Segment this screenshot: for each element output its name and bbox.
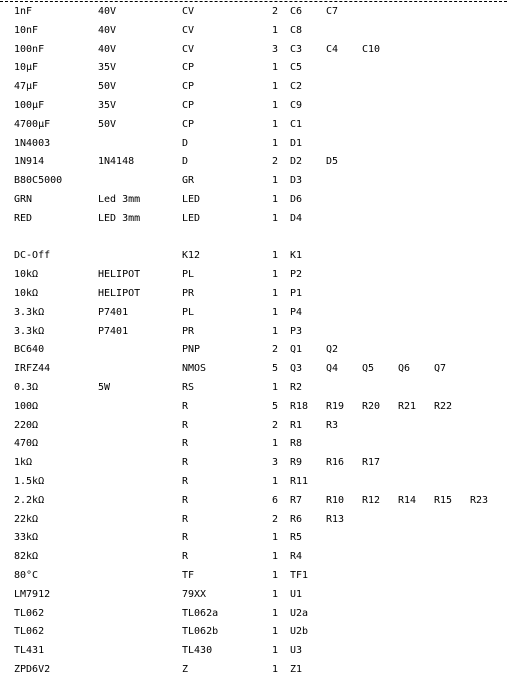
part-type: CP (182, 100, 195, 111)
part-description: Led 3mm (98, 194, 141, 205)
part-value: 22kΩ (14, 513, 39, 525)
part-type: CP (182, 62, 195, 74)
reference-designator: Q2 (326, 344, 339, 356)
part-value: 1N914 (14, 156, 45, 168)
part-quantity: 1 (271, 24, 278, 36)
reference-designator: D6 (290, 194, 303, 205)
part-row (0, 362, 507, 376)
reference-designator: P2 (290, 269, 303, 281)
reference-designator: R3 (326, 419, 339, 431)
part-type: R (182, 419, 189, 431)
reference-designator: R7 (290, 494, 303, 506)
part-description: LED 3mm (98, 212, 141, 224)
part-value: TL062 (14, 607, 45, 619)
part-quantity: 5 (271, 400, 278, 412)
part-quantity: 1 (271, 269, 278, 281)
part-type: RS (182, 382, 195, 393)
part-description: 35V (98, 62, 117, 74)
part-row (0, 437, 507, 451)
part-type: PR (182, 288, 195, 299)
reference-designator: R12 (362, 494, 381, 506)
part-row (0, 644, 507, 658)
part-row (0, 99, 507, 113)
part-value: 1N4003 (14, 137, 51, 149)
reference-designator: U1 (290, 588, 303, 600)
part-type: R (182, 532, 189, 544)
part-quantity: 1 (271, 306, 278, 318)
reference-designator: U2a (290, 607, 309, 619)
part-value: 10kΩ (14, 288, 39, 299)
part-quantity: 2 (271, 419, 278, 431)
part-type: TL430 (182, 645, 213, 657)
part-type: R (182, 457, 189, 469)
part-quantity: 1 (271, 81, 278, 93)
part-quantity: 1 (271, 118, 278, 130)
reference-designator: R16 (326, 457, 345, 469)
part-type: NMOS (182, 363, 207, 375)
reference-designator: Q6 (398, 363, 411, 375)
part-quantity: 1 (271, 62, 278, 74)
reference-designator: Q3 (290, 363, 303, 375)
part-row (0, 5, 507, 19)
part-type: GR (182, 175, 195, 187)
reference-designator: R22 (434, 400, 453, 412)
part-type: LED (182, 212, 201, 224)
part-row (0, 531, 507, 545)
reference-designator: C7 (326, 6, 339, 17)
part-quantity: 1 (271, 476, 278, 487)
part-quantity: 1 (271, 175, 278, 187)
part-row (0, 249, 507, 263)
reference-designator: D5 (326, 156, 339, 168)
part-description: P7401 (98, 306, 129, 318)
part-value: 10nF (14, 24, 39, 36)
part-value: 80°C (14, 570, 39, 581)
part-value: 10kΩ (14, 269, 39, 281)
part-quantity: 1 (271, 250, 278, 262)
reference-designator: D2 (290, 156, 303, 168)
part-row (0, 80, 507, 94)
part-description: 50V (98, 81, 117, 93)
part-type: TL062a (182, 607, 219, 619)
part-quantity: 1 (271, 645, 278, 657)
part-description: 40V (98, 24, 117, 36)
part-quantity: 1 (271, 288, 278, 299)
part-quantity: 1 (271, 325, 278, 337)
reference-designator: C2 (290, 81, 303, 93)
part-value: 4700µF (14, 118, 51, 130)
part-quantity: 1 (271, 626, 278, 638)
part-value: B80C5000 (14, 175, 63, 187)
part-row (0, 513, 507, 527)
part-type: PNP (182, 344, 201, 356)
part-quantity: 3 (271, 43, 278, 55)
part-type: TF (182, 570, 195, 581)
blank-row (0, 231, 507, 245)
part-type: CV (182, 6, 195, 17)
part-quantity: 1 (271, 551, 278, 563)
part-row (0, 663, 507, 677)
part-type: K12 (182, 250, 201, 262)
part-row (0, 43, 507, 57)
reference-designator: P1 (290, 288, 303, 299)
part-row (0, 625, 507, 639)
part-type: Z (182, 664, 189, 675)
part-row (0, 607, 507, 621)
part-quantity: 3 (271, 457, 278, 469)
reference-designator: R19 (326, 400, 345, 412)
part-description: 5W (98, 382, 111, 393)
reference-designator: R20 (362, 400, 381, 412)
part-row (0, 588, 507, 602)
part-row (0, 137, 507, 151)
part-value: 100µF (14, 100, 45, 111)
part-value: 33kΩ (14, 532, 39, 544)
part-value: 100Ω (14, 400, 39, 412)
reference-designator: D1 (290, 137, 303, 149)
dashed-separator (0, 1, 507, 2)
part-quantity: 1 (271, 100, 278, 111)
reference-designator: R9 (290, 457, 303, 469)
reference-designator: C3 (290, 43, 303, 55)
reference-designator: R21 (398, 400, 417, 412)
part-row (0, 419, 507, 433)
part-value: ZPD6V2 (14, 664, 51, 675)
reference-designator: Q4 (326, 363, 339, 375)
part-type: PR (182, 325, 195, 337)
part-value: 1.5kΩ (14, 476, 45, 487)
part-quantity: 1 (271, 607, 278, 619)
part-description: HELIPOT (98, 269, 141, 281)
part-quantity: 2 (271, 513, 278, 525)
part-quantity: 1 (271, 532, 278, 544)
reference-designator: Z1 (290, 664, 303, 675)
part-type: R (182, 494, 189, 506)
part-value: LM7912 (14, 588, 51, 600)
part-value: 470Ω (14, 438, 39, 450)
reference-designator: R6 (290, 513, 303, 525)
part-value: 10µF (14, 62, 39, 74)
part-quantity: 6 (271, 494, 278, 506)
reference-designator: R23 (470, 494, 489, 506)
reference-designator: R4 (290, 551, 303, 563)
part-type: CV (182, 24, 195, 36)
reference-designator: Q1 (290, 344, 303, 356)
reference-designator: R11 (290, 476, 309, 487)
part-quantity: 5 (271, 363, 278, 375)
part-type: D (182, 137, 189, 149)
part-value: 0.3Ω (14, 382, 39, 393)
part-row (0, 325, 507, 339)
part-row (0, 268, 507, 282)
part-quantity: 1 (271, 570, 278, 581)
part-row (0, 456, 507, 470)
part-quantity: 2 (271, 344, 278, 356)
part-value: 100nF (14, 43, 45, 55)
part-type: CV (182, 43, 195, 55)
reference-designator: K1 (290, 250, 303, 262)
reference-designator: Q7 (434, 363, 447, 375)
part-quantity: 2 (271, 156, 278, 168)
part-quantity: 1 (271, 382, 278, 393)
reference-designator: R14 (398, 494, 417, 506)
reference-designator: R1 (290, 419, 303, 431)
part-value: TL062 (14, 626, 45, 638)
part-value: IRFZ44 (14, 363, 51, 375)
part-type: 79XX (182, 588, 207, 600)
part-value: 3.3kΩ (14, 325, 45, 337)
part-type: PL (182, 306, 195, 318)
part-description: 40V (98, 6, 117, 17)
part-type: PL (182, 269, 195, 281)
part-type: R (182, 400, 189, 412)
part-row (0, 287, 507, 301)
part-value: RED (14, 212, 33, 224)
reference-designator: C5 (290, 62, 303, 74)
part-type: R (182, 551, 189, 563)
part-row (0, 550, 507, 564)
reference-designator: R8 (290, 438, 303, 450)
part-quantity: 1 (271, 664, 278, 675)
part-type: D (182, 156, 189, 168)
part-type: CP (182, 81, 195, 93)
part-value: GRN (14, 194, 33, 205)
reference-designator: C1 (290, 118, 303, 130)
reference-designator: U2b (290, 626, 309, 638)
part-type: TL062b (182, 626, 219, 638)
part-description: 50V (98, 118, 117, 130)
part-quantity: 1 (271, 137, 278, 149)
reference-designator: R18 (290, 400, 309, 412)
reference-designator: P4 (290, 306, 303, 318)
part-row (0, 61, 507, 75)
part-row (0, 569, 507, 583)
part-value: 3.3kΩ (14, 306, 45, 318)
reference-designator: Q5 (362, 363, 375, 375)
part-row (0, 400, 507, 414)
part-description: P7401 (98, 325, 129, 337)
part-row (0, 118, 507, 132)
part-description: HELIPOT (98, 288, 141, 299)
reference-designator: U3 (290, 645, 303, 657)
reference-designator: P3 (290, 325, 303, 337)
part-row (0, 343, 507, 357)
part-type: R (182, 513, 189, 525)
part-type: R (182, 476, 189, 487)
reference-designator: R15 (434, 494, 453, 506)
part-value: TL431 (14, 645, 45, 657)
part-quantity: 1 (271, 438, 278, 450)
part-row (0, 381, 507, 395)
part-row (0, 494, 507, 508)
part-quantity: 1 (271, 194, 278, 205)
part-value: 1nF (14, 6, 33, 17)
part-value: 47µF (14, 81, 39, 93)
reference-designator: C9 (290, 100, 303, 111)
part-row (0, 155, 507, 169)
part-quantity: 1 (271, 588, 278, 600)
part-row (0, 212, 507, 226)
part-description: 1N4148 (98, 156, 135, 168)
reference-designator: D3 (290, 175, 303, 187)
reference-designator: C4 (326, 43, 339, 55)
reference-designator: TF1 (290, 570, 309, 581)
reference-designator: R10 (326, 494, 345, 506)
part-value: 1kΩ (14, 457, 33, 469)
part-value: 82kΩ (14, 551, 39, 563)
part-value: 220Ω (14, 419, 39, 431)
part-quantity: 2 (271, 6, 278, 17)
part-value: DC-Off (14, 250, 51, 262)
part-type: LED (182, 194, 201, 205)
part-quantity: 1 (271, 212, 278, 224)
reference-designator: R5 (290, 532, 303, 544)
reference-designator: R2 (290, 382, 303, 393)
part-value: 2.2kΩ (14, 494, 45, 506)
reference-designator: C8 (290, 24, 303, 36)
reference-designator: C6 (290, 6, 303, 17)
part-row (0, 24, 507, 38)
part-row (0, 475, 507, 489)
reference-designator: R13 (326, 513, 345, 525)
part-row (0, 193, 507, 207)
reference-designator: D4 (290, 212, 303, 224)
reference-designator: C10 (362, 43, 381, 55)
reference-designator: R17 (362, 457, 381, 469)
part-row (0, 306, 507, 320)
part-type: CP (182, 118, 195, 130)
part-description: 40V (98, 43, 117, 55)
part-description: 35V (98, 100, 117, 111)
part-value: BC640 (14, 344, 45, 356)
part-type: R (182, 438, 189, 450)
part-row (0, 174, 507, 188)
